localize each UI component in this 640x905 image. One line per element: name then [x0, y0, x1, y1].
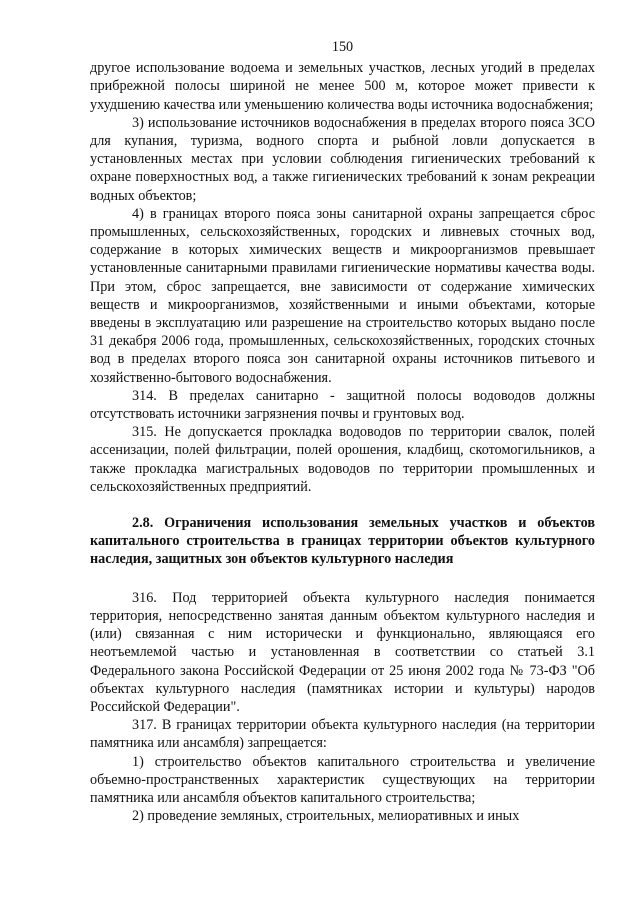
- document-page: [90, 38, 595, 825]
- paragraph: 316. Под территорией объекта культурного наследия понимается территория, непосредственно занятая данным объектом культурного наследия и (или) связанная с ним исторически и функционально, являющаяся его неотъемлемой частью и установленная в соответствии со статьей 3.1 Федерального закона Российской Федерации от 25 июня 2002 года № 73-ФЗ "Об объектах культурного наследия (памятниках истории и культуры) народов Российской Федерации".: [90, 589, 595, 715]
- paragraph: 317. В границах территории объекта культурного наследия (на территории памятника или ансамбля) запрещается:: [90, 717, 595, 752]
- paragraph: 2) проведение земляных, строительных, мелиоративных и иных: [132, 808, 520, 825]
- paragraph: 314. В пределах санитарно - защитной полосы водоводов должны отсутствовать источники загрязнения почвы и грунтовых вод.: [90, 387, 595, 423]
- paragraph: 315. Не допускается прокладка водоводов по территории свалок, полей ассенизации, полей фильтрации, полей орошения, кладбищ, скотомогильников, а также прокладка магистральных водоводов по территории промышленных и сельскохозяйственных предприятий.: [90, 424, 595, 495]
- paragraph: 3) использование источников водоснабжения в пределах второго пояса ЗСО для купания, туризма, водного спорта и рыбной ловли допускается в установленных местах при условии соблюдения гигиенических требований к охране поверхностных вод, а также гигиенических требований к зонам рекреации водных объектов;: [90, 114, 595, 204]
- paragraph: 1) строительство объектов капитального строительства и увеличение объемно-пространственных характеристик существующих на территории памятника или ансамбля объектов капитального строительства;: [90, 753, 595, 806]
- section-heading: 2.8. Ограничения использования земельных участков и объектов капитального строительства в границах территории объектов культурного наследия, защитных зон объектов культурного наследия: [90, 515, 595, 568]
- paragraph: 4) в границах второго пояса зоны санитарной охраны запрещается сброс промышленных, сельскохозяйственных, городских и ливневых сточных вод, содержание в которых химических веществ и микроорганизмов превышает установленные санитарными правилами гигиенические нормативы качества воды. При этом, сброс запрещается, вне зависимости от содержание химических веществ и микроорганизмов, хозяйственными и иными объектами, которые введены в эксплуатацию или разрешение на строительство которых выдано после 31 декабря 2006 года, промышленных, сельскохозяйственных, городских сточных вод в пределах второго пояса зон санитарной охраны источников питьевого и хозяйственно-бытового водоснабжения.: [90, 205, 595, 386]
- page-number: 150: [331, 39, 354, 55]
- paragraph: другое использование водоема и земельных участков, лесных угодий в пределах прибрежной полосы шириной не менее 500 м, которое может привести к ухудшению качества или уменьшению количества воды источника водоснабжения;: [90, 60, 595, 113]
